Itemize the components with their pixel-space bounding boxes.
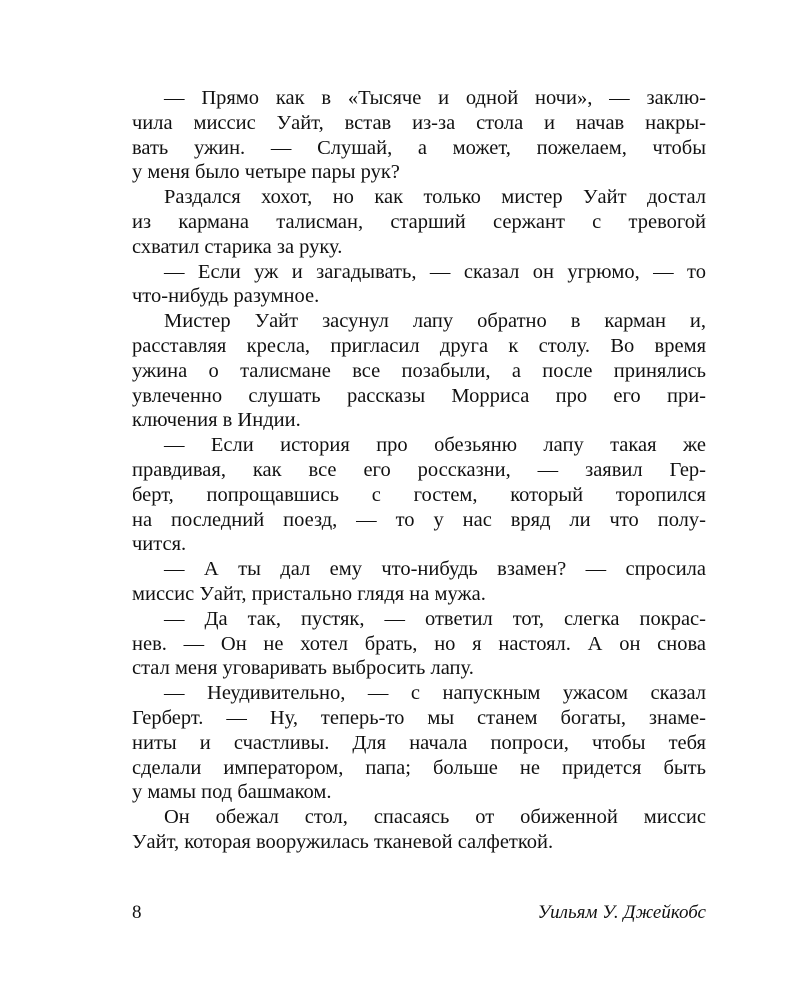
text-line: у мамы под башмаком. bbox=[132, 781, 332, 804]
text-line: увлеченно слушать рассказы Морриса про его при- bbox=[132, 384, 706, 407]
text-line: чила миссис Уайт, встав из-за стола и начав накры- bbox=[132, 111, 706, 134]
text-line: нев. — Он не хотел брать, но я настоял. А он снова bbox=[132, 632, 706, 655]
text-line: ужина о талисмане все позабыли, а после принялись bbox=[132, 359, 706, 382]
book-page bbox=[132, 86, 706, 946]
text-line: — А ты дал ему что-нибудь взамен? — спросила bbox=[164, 558, 706, 581]
text-line: — Прямо как в «Тысяче и одной ночи», — заклю- bbox=[164, 87, 706, 109]
text-line: — Если история про обезьяню лапу такая же bbox=[164, 434, 706, 457]
text-line: Уайт, которая вооружилась тканевой салфеткой. bbox=[132, 830, 554, 853]
text-line: расставляя кресла, пригласил друга к столу. Во время bbox=[132, 334, 706, 357]
text-line: стал меня уговаривать выбросить лапу. bbox=[132, 657, 474, 680]
text-line: что-нибудь разумное. bbox=[132, 285, 320, 308]
text-line: — Если уж и загадывать, — сказал он угрюмо, — то bbox=[164, 260, 706, 283]
text-line: чится. bbox=[132, 533, 187, 556]
body-text bbox=[132, 86, 706, 855]
text-line: берт, попрощавшись с гостем, который торопился bbox=[132, 483, 706, 506]
text-line: Мистер Уайт засунул лапу обратно в карман и, bbox=[164, 310, 706, 333]
text-line: на последний поезд, — то у нас вряд ли что полу- bbox=[132, 508, 706, 531]
text-line: ниты и счастливы. Для начала попроси, чтобы тебя bbox=[132, 731, 706, 754]
page-number: 8 bbox=[132, 902, 142, 923]
text-line: миссис Уайт, пристально глядя на мужа. bbox=[132, 582, 486, 605]
text-line: у меня было четыре пары рук? bbox=[132, 161, 400, 184]
text-line: сделали императором, папа; больше не придется быть bbox=[132, 756, 706, 779]
running-head-author: Уильям У. Джейкобс bbox=[537, 902, 706, 923]
text-line: вать ужин. — Слушай, а может, пожелаем, чтобы bbox=[132, 136, 706, 159]
page-footer bbox=[132, 899, 706, 927]
text-line: — Неудивительно, — с напускным ужасом сказал bbox=[164, 682, 706, 705]
text-line: Герберт. — Ну, теперь-то мы станем богаты, знаме- bbox=[132, 706, 706, 729]
text-line: ключения в Индии. bbox=[132, 409, 301, 432]
text-line: Раздался хохот, но как только мистер Уайт достал bbox=[164, 186, 706, 209]
text-line: Он обежал стол, спасаясь от обиженной миссис bbox=[164, 806, 706, 829]
text-line: правдивая, как все его россказни, — заявил Гер- bbox=[132, 458, 706, 481]
text-line: из кармана талисман, старший сержант с тревогой bbox=[132, 210, 706, 233]
text-line: — Да так, пустяк, — ответил тот, слегка покрас- bbox=[164, 607, 706, 630]
text-line: схватил старика за руку. bbox=[132, 235, 343, 258]
